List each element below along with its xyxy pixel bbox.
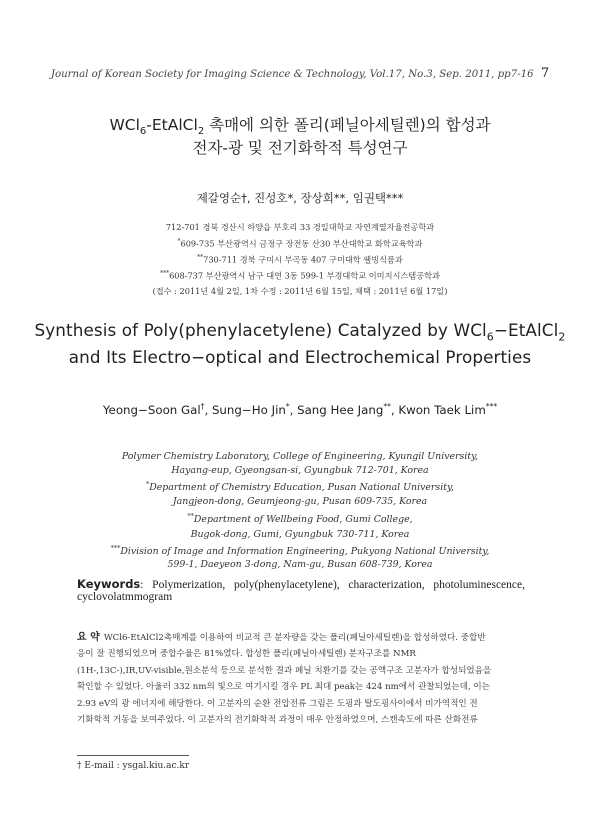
running-header bbox=[0, 66, 600, 81]
title-fragment: WCl bbox=[109, 116, 140, 134]
english-affiliation bbox=[0, 496, 600, 507]
title-subscript: 2 bbox=[197, 126, 205, 138]
title-fragment: -EtAlCl bbox=[146, 116, 198, 134]
keywords-colon: : bbox=[140, 579, 144, 591]
english-affiliation bbox=[0, 465, 600, 476]
affiliation-mark: * bbox=[145, 480, 150, 488]
affiliation-text: 712-701 경북 경산시 하양읍 부호리 33 경일대학교 자연계열자율전공학과 bbox=[165, 222, 435, 232]
received-dates: (접수 : 2011년 4월 2일, 1차 수정 : 2011년 6월 15일, 채택 : 2011년 6월 17일) bbox=[152, 286, 448, 296]
english-affiliation bbox=[0, 480, 600, 493]
affiliation-text: Department of Chemistry Education, Pusan National University, bbox=[149, 482, 455, 494]
author-name: Sung−Ho Jin bbox=[211, 402, 286, 417]
affiliation-text: Bugok-dong, Gumi, Gyungbuk 730-711, Korea bbox=[190, 529, 410, 540]
abstract-text: WCl6-EtAlCl2촉매계를 이용하여 비교적 큰 분자량을 갖는 폴리(페닐아세틸렌)을 합성하였다. 중합반 bbox=[103, 633, 486, 643]
author-mark: * bbox=[285, 402, 290, 411]
korean-affiliation bbox=[0, 254, 600, 266]
abstract-line: (1H-,13C-),IR,UV-visible,원소분석 등으로 분석한 결과 페닐 치환기를 갖는 공액구조 고분자가 합성되었음을 bbox=[77, 665, 492, 676]
journal-citation: Journal of Korean Society for Imaging Science & Technology, Vol.17, No.3, Sep. 2011, pp7-16 bbox=[50, 69, 534, 80]
affiliation-text: 608-737 부산광역시 남구 대연 3동 599-1 부경대학교 이미지시스템공학과 bbox=[169, 270, 440, 281]
author-separator: , bbox=[289, 402, 298, 417]
footnote-divider bbox=[77, 755, 189, 756]
english-affiliation bbox=[0, 512, 600, 525]
keywords-label: Keywords bbox=[77, 577, 141, 591]
affiliation-text: Department of Wellbeing Food, Gumi College, bbox=[193, 514, 413, 526]
author-separator: , bbox=[390, 402, 399, 417]
footnote-email: † E-mail : ysgal.kiu.ac.kr bbox=[77, 761, 190, 771]
abstract-line: 기화학적 거동을 보여주었다. 이 고분자의 전기화학적 과정이 매우 안정하였으며, 스캔속도에 따른 산화전류 bbox=[77, 715, 478, 726]
english-affiliation bbox=[0, 559, 600, 570]
affiliation-text: Polymer Chemistry Laboratory, College of Engineering, Kyungil University, bbox=[121, 451, 479, 462]
keywords-line-1: Polymerization, poly(phenylacetylene), characterization, photoluminescence, bbox=[152, 579, 525, 591]
affiliation-text: Division of Image and Information Engineering, Pukyong National University, bbox=[120, 546, 490, 558]
abstract-line bbox=[77, 630, 525, 646]
abstract-line: 2.93 eV의 광 에너지에 해당한다. 이 고분자의 순환 전압전류 그림은 도핑과 탈도핑사이에서 비가역적인 전 bbox=[77, 698, 478, 709]
affiliation-text: Jangjeon-dong, Geumjeong-gu, Pusan 609-735, Korea bbox=[172, 496, 428, 507]
affiliation-text: 599-1, Daeyeon 3-dong, Nam-gu, Busan 608-739, Korea bbox=[167, 559, 433, 570]
affiliation-text: 609-735 부산광역시 금정구 장전동 산30 부산대학교 화학교육학과 bbox=[180, 238, 423, 249]
title-subscript: 2 bbox=[558, 330, 566, 344]
author-separator: , bbox=[204, 402, 212, 417]
keywords-block bbox=[77, 578, 525, 603]
title-fragment: −EtAlCl bbox=[493, 320, 559, 340]
affiliation-mark: *** bbox=[110, 544, 121, 552]
korean-affiliation bbox=[0, 238, 600, 250]
abstract-block bbox=[77, 630, 525, 728]
page-number: 7 bbox=[540, 66, 550, 81]
affiliation-mark: * bbox=[177, 238, 181, 245]
title-fragment: Synthesis of Poly(phenylacetylene) Catalyzed by WCl bbox=[34, 320, 487, 340]
english-affiliation bbox=[0, 529, 600, 540]
affiliation-mark: *** bbox=[160, 270, 170, 277]
author-mark: ** bbox=[383, 402, 391, 411]
title-subscript: 6 bbox=[486, 330, 494, 344]
author-name: Kwon Taek Lim bbox=[398, 402, 486, 417]
keywords-line-2: cyclovolatmmogram bbox=[77, 591, 173, 603]
author-mark: † bbox=[200, 402, 205, 411]
korean-affiliation bbox=[0, 222, 600, 233]
affiliation-mark: ** bbox=[197, 254, 204, 261]
author-mark: *** bbox=[485, 402, 498, 411]
title-subscript: 6 bbox=[139, 126, 147, 138]
korean-authors: 제갈영순†, 진성호*, 장상희**, 임권택*** bbox=[196, 191, 404, 205]
english-affiliation bbox=[0, 451, 600, 462]
author-name: Yeong−Soon Gal bbox=[102, 402, 201, 417]
abstract-line: 확인할 수 있었다. 아울러 332 nm의 빛으로 여기시킬 경우 PL 최대 peak는 424 nm에서 관찰되었는데, 이는 bbox=[77, 682, 490, 693]
affiliation-mark: ** bbox=[187, 512, 194, 520]
english-title-line-1 bbox=[0, 320, 600, 343]
english-authors bbox=[0, 402, 600, 417]
korean-title-line-1 bbox=[0, 113, 600, 137]
english-affiliation bbox=[0, 544, 600, 557]
affiliation-text: 730-711 경북 구미시 부곡동 407 구미대학 웰빙식품과 bbox=[203, 254, 403, 265]
affiliation-text: Hayang-eup, Gyeongsan-si, Gyungbuk 712-701, Korea bbox=[171, 465, 429, 476]
korean-title-line-2: 전자-광 및 전기화학적 특성연구 bbox=[192, 139, 408, 157]
author-name: Sang Hee Jang bbox=[297, 402, 384, 417]
abstract-label: 요 약 bbox=[77, 632, 100, 643]
english-title-line-2: and Its Electro−optical and Electrochemical Properties bbox=[68, 347, 532, 367]
korean-affiliation bbox=[0, 270, 600, 282]
abstract-line: 응이 잘 진행되었으며 중합수율은 81%였다. 합성한 폴리(페닐아세틸렌) 분자구조를 NMR bbox=[77, 649, 416, 660]
title-fragment: 촉매에 의한 폴리(페닐아세틸렌)의 합성과 bbox=[204, 116, 491, 134]
